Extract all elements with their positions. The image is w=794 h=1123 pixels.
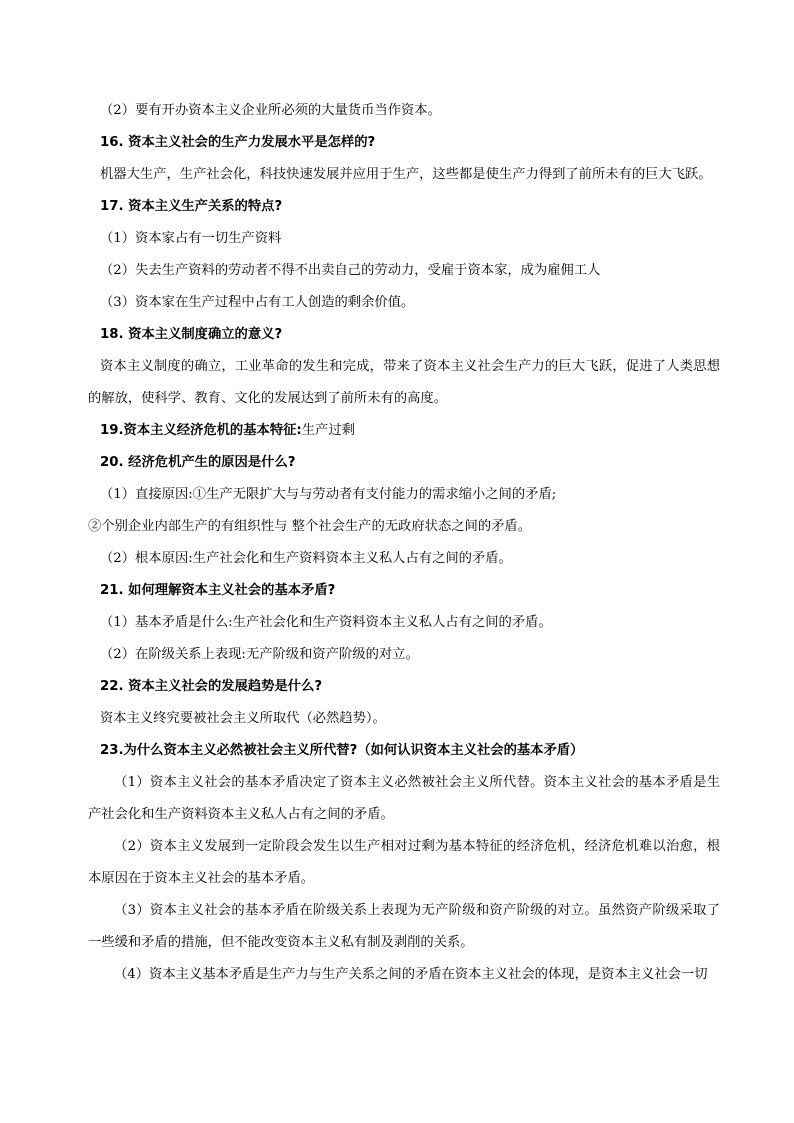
document-body (88, 100, 720, 996)
answer-17-item-1: （1）资本家占有一切生产资料 (100, 231, 282, 246)
answer-21-item-2: （2）在阶级关系上表现:无产阶级和资产阶级的对立。 (100, 647, 419, 662)
answer-20-item-1b: ②个别企业内部生产的有组织性与 整个社会生产的无政府状态之间的矛盾。 (88, 519, 532, 534)
answer-23-item-1: （1）资本主义社会的基本矛盾决定了资本主义必然被社会主义所代替。资本主义社会的基本矛盾是生产社会化和生产资料资本主义私人占有之间的矛盾。 (88, 775, 720, 822)
answer-23-item-3: （3）资本主义社会的基本矛盾在阶级关系上表现为无产阶级和资产阶级的对立。虽然资产阶级采取了一些缓和矛盾的措施，但不能改变资本主义私有制及剥削的关系。 (88, 903, 720, 950)
question-22-heading: 22. 资本主义社会的发展趋势是什么? (100, 679, 323, 694)
item-2-money-capital: （2）要有开办资本主义企业所必须的大量货币当作资本。 (100, 103, 441, 118)
question-17-heading: 17. 资本主义生产关系的特点? (100, 199, 283, 214)
answer-21-item-1: （1）基本矛盾是什么:生产社会化和生产资料资本主义私人占有之间的矛盾。 (100, 615, 552, 630)
answer-23-item-2: （2）资本主义发展到一定阶段会发生以生产相对过剩为基本特征的经济危机，经济危机难以治愈，根本原因在于资本主义社会的基本矛盾。 (88, 839, 720, 886)
question-18-heading: 18. 资本主义制度确立的意义? (100, 327, 283, 342)
answer-17-item-2: （2）失去生产资料的劳动者不得不出卖自己的劳动力，受雇于资本家，成为雇佣工人 (100, 263, 601, 278)
question-16-heading: 16. 资本主义社会的生产力发展水平是怎样的? (100, 135, 376, 150)
answer-17-item-3: （3）资本家在生产过程中占有工人创造的剩余价值。 (100, 295, 415, 310)
question-19-line (88, 420, 720, 441)
answer-23-item-4: （4）资本主义基本矛盾是生产力与生产关系之间的矛盾在资本主义社会的体现，是资本主义社会一切 (114, 967, 708, 982)
answer-20-item-1: （1）直接原因:①生产无限扩大与与劳动者有支付能力的需求缩小之间的矛盾; (100, 487, 557, 502)
question-20-heading: 20. 经济危机产生的原因是什么? (100, 455, 296, 470)
answer-16-paragraph: 机器大生产，生产社会化，科技快速发展并应用于生产，这些都是使生产力得到了前所未有的巨大飞跃。 (100, 167, 712, 182)
answer-18-paragraph: 资本主义制度的确立，工业革命的发生和完成，带来了资本主义社会生产力的巨大飞跃，促进了人类思想的解放，使科学、教育、文化的发展达到了前所未有的高度。 (88, 359, 720, 406)
question-21-heading: 21. 如何理解资本主义社会的基本矛盾? (100, 583, 336, 598)
answer-22-paragraph: 资本主义终究要被社会主义所取代（必然趋势）。 (100, 711, 386, 726)
question-19-label: 19.资本主义经济危机的基本特征: (100, 423, 302, 438)
question-23-heading: 23.为什么资本主义必然被社会主义所代替?（如何认识资本主义社会的基本矛盾） (100, 743, 584, 758)
question-19-answer: 生产过剩 (301, 423, 355, 438)
answer-20-item-2: （2）根本原因:生产社会化和生产资料资本主义私人占有之间的矛盾。 (100, 551, 512, 566)
